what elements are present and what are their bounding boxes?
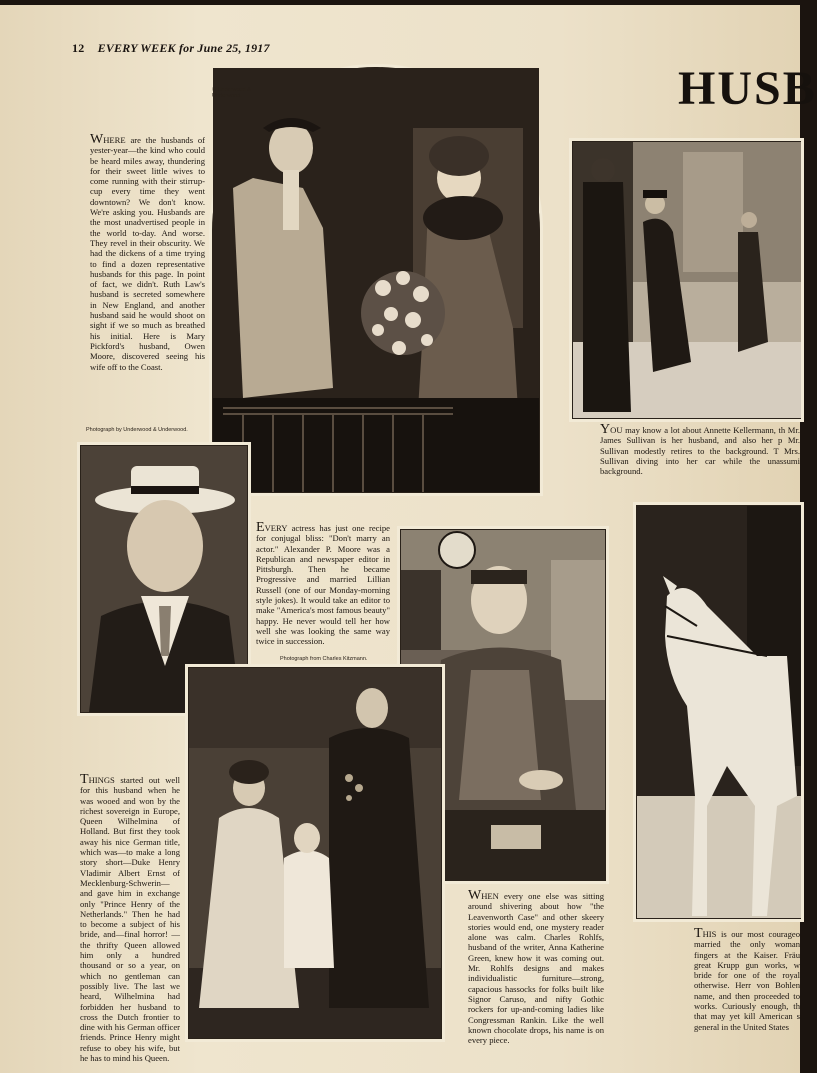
photo-owen-moore-mary-pickford xyxy=(212,67,540,493)
masthead: EVERY WEEK xyxy=(97,41,176,55)
text-lillian-russell-husband: EVERY actress has just one recipe for conjugal bliss: "Don't marry an actor." Alexander P. Moore was a Republican and newspaper editor in Pittsburgh. Then he became Progressive and married Lillian Russell (one of our Monday-morning style jokes). It would take an editor to make "America's most famous beauty" happy. He never would tell her how well she was looking the same way twice in succession. xyxy=(256,520,390,647)
text-pickford-husband: WHERE are the husbands of yester-year—the kind who could be heard miles away, thundering for their sweet little wives to come running with their stirrup-cup every time they went downtown? We don't know. We're asking you. Husbands are the most unadvertised people in the world to-day. And worse. They revel in their obscurity. We had the dickens of a time trying to find a dozen representative husbands for this page. In point of fact, we didn't. Ruth Law's husband is secreted somewhere in New England, and another husband said he would shoot on sight if we so much as breathed his initial. Here is Mary Pickford's husband, Owen Moore, discovered seeing his wife off to the Coast. xyxy=(90,132,205,372)
photo-horse-von-bohlen xyxy=(636,505,801,919)
text-krupp-husband: THIS is our most courageo married the only woman fingers at the Kaiser. Fräu great Krupp gun works, w bride for one of the royal otherwise. Herr von Bohlen name, and then proceeded to works. Curiously enough, th that may yet kill American s general in the United States xyxy=(694,926,800,1032)
text-prince-henry-husband: THINGS started out well for this husband when he was wooed and won by the richest sovereign in Europe, Queen Wilhelmina of Holland. But first they took away his nice German title, which was—to make a long story short—Duke Henry Vladimir Albert Ernst of Mecklenburg-Schwerin—and gave him in exchange only "Prince Henry of the Netherlands." Then he had to become a subject of his bride, and—final horror! —the thrifty Queen allowed him only a hundred thousand or so a year, on which no gentleman can possibly live. The last we heard, Wilhelmina had forbidden her husband to cross the Dutch frontier to dine with his German officer friends. Prince Henry might refuse to obey his wife, but he has to mind his Queen. xyxy=(80,772,180,1064)
credit-kitzmann: Photograph from Charles Kitzmann. xyxy=(280,656,368,662)
page-header xyxy=(72,41,270,56)
credit-underwood: Photograph by Underwood & Underwood. xyxy=(86,427,188,433)
magazine-page xyxy=(0,5,817,1073)
text-kellermann-husband: YOU may know a lot about Annette Kellermann, th Mr. James Sullivan is her husband, and also her p Mr. Sullivan modestly retires to the background. T Mrs. Sullivan diving into her car while the unassumi background. xyxy=(600,422,800,477)
photo-james-sullivan xyxy=(572,141,801,419)
page-title: HUSB xyxy=(678,62,817,115)
page-number: 12 xyxy=(72,41,85,55)
credit-underwood-small: © Underwood & Underwood. xyxy=(212,87,251,99)
issue-date: for June 25, 1917 xyxy=(178,41,270,55)
text-anna-katherine-green-husband: WHEN every one else was sitting around shivering about how "the Leavenworth Case" and other skeery stories would end, one mystery reader alone was calm. Charles Rohlfs, husband of the writer, Anna Katherine Green, knew how it was coming out. Mr. Rohlfs designs and makes individualistic furniture—strong, capacious hassocks for folks built like Signor Caruso, and nifty Gothic rockers for up-and-coming ladies like Congressman Rankin. Like the well known chocolate drops, his name is on every piece. xyxy=(468,888,604,1046)
photo-prince-henry-netherlands xyxy=(188,667,442,1039)
